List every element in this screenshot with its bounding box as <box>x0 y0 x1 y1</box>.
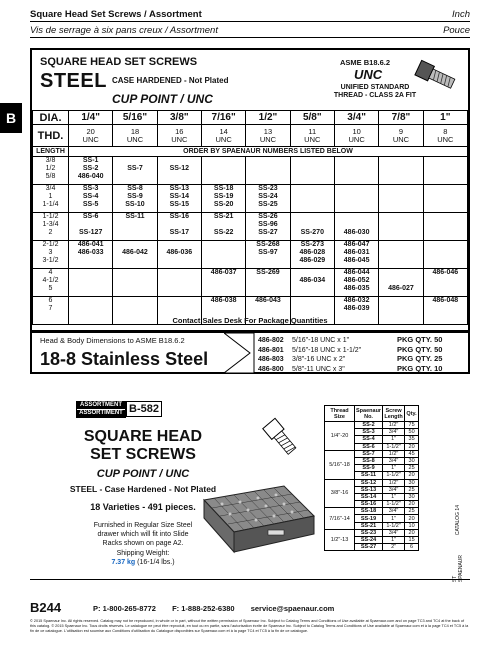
spaenaur-number-cell: SS-19 <box>355 515 383 522</box>
length-cell: 6 7 <box>33 297 69 325</box>
order-label: ORDER BY SPAENAUR NUMBERS LISTED BELOW <box>69 147 468 157</box>
part-number-cell <box>290 157 334 185</box>
header-title-en: Square Head Set Screws / Assortment <box>30 9 202 20</box>
stainless-panel <box>30 331 470 374</box>
shipping-lbs: (16-1/4 lbs.) <box>137 559 175 566</box>
diameter-header: 1/4" <box>69 111 113 125</box>
part-number-cell: 486-047 486-031 486-045 <box>334 241 378 269</box>
screw-length-cell: 1/2" <box>383 479 405 486</box>
column-header: Screw Length <box>384 407 403 420</box>
stainless-item <box>258 364 442 374</box>
spaenaur-number-cell: SS-16 <box>355 501 383 508</box>
assortment-label-en: ASSORTMENT <box>80 402 122 408</box>
part-number-cell: 486-030 <box>334 213 378 241</box>
part-number-cell: SS-1 SS-2 486-040 <box>69 157 113 185</box>
part-number-cell: SS-26 SS-96 SS-27 <box>246 213 290 241</box>
assortment-drawer-image <box>200 460 318 578</box>
contact-note: Contact Sales Desk For Package Quantities <box>172 316 328 325</box>
quantity-cell: 6 <box>405 544 419 551</box>
length-cell: 2-1/2 3 3-1/2 <box>33 241 69 269</box>
part-number-cell: 486-042 <box>113 241 157 269</box>
spaenaur-number-cell: SS-12 <box>355 479 383 486</box>
part-number-cell <box>379 157 423 185</box>
item-description: 5/16"-18 UNC x 1" <box>292 337 350 344</box>
table-row <box>33 157 468 185</box>
spaenaur-number-cell: SS-14 <box>355 493 383 500</box>
part-number-cell <box>423 213 467 241</box>
column-header: Thread Size <box>325 406 355 422</box>
screw-length-cell: 3/4" <box>383 508 405 515</box>
part-number-cell: SS-18 SS-19 SS-20 <box>201 185 245 213</box>
stainless-title: 18-8 Stainless Steel <box>40 349 209 369</box>
screw-length-cell: 1" <box>383 493 405 500</box>
phone-number: P: 1-800-265-8772 <box>93 604 156 613</box>
screw-length-cell: 2" <box>383 544 405 551</box>
standard-label: ASME B18.6.2 <box>340 58 391 67</box>
part-number: 486-801 <box>258 346 284 354</box>
assortment-contents-table <box>324 405 419 551</box>
screw-length-cell: 3/4" <box>383 457 405 464</box>
screw-length-cell: 3/4" <box>383 529 405 536</box>
quantity-cell: 20 <box>405 515 419 522</box>
part-number: 486-802 <box>258 337 284 344</box>
spaenaur-number-cell: SS-24 <box>355 537 383 544</box>
part-number-cell: 486-048 <box>423 297 467 325</box>
quantity-cell: 20 <box>405 501 419 508</box>
part-number-cell: 486-037 <box>201 269 245 297</box>
quantity-cell: 20 <box>405 529 419 536</box>
assortment-badge <box>76 401 126 418</box>
package-quantity: PKG QTY. 10 <box>397 363 443 373</box>
quantity-cell: 75 <box>405 422 419 429</box>
thread-header: 18 UNC <box>113 125 157 147</box>
thread-code: UNC <box>354 67 383 82</box>
spaenaur-number-cell: SS-2 <box>355 422 383 429</box>
quantity-cell: 35 <box>405 436 419 443</box>
set-screw-icon <box>410 58 462 96</box>
table-row <box>33 213 468 241</box>
footer-divider <box>30 579 470 580</box>
shipping-kg: 7.37 kg <box>111 559 136 566</box>
spaenaur-side-line-2: SPAENAUR <box>458 555 464 583</box>
part-number-cell: 486-034 <box>290 269 334 297</box>
table-row <box>325 450 419 457</box>
item-description: 3/8"-16 UNC x 2" <box>292 356 346 363</box>
length-label: LENGTH <box>33 147 69 157</box>
stainless-item <box>258 335 442 345</box>
part-number-cell <box>334 185 378 213</box>
part-number-cell <box>334 157 378 185</box>
dia-label: DIA. <box>33 111 69 125</box>
length-cell: 3/4 1 1-1/4 <box>33 185 69 213</box>
part-number-cell: 486-036 <box>157 241 201 269</box>
column-header: Qty. <box>405 406 419 422</box>
spaenaur-number-cell: SS-3 <box>355 429 383 436</box>
part-number-cell: SS-268 SS-97 <box>246 241 290 269</box>
quantity-cell: 30 <box>405 479 419 486</box>
part-number-cell: SS-270 <box>290 213 334 241</box>
item-description: 5/16"-18 UNC x 1-1/2" <box>292 346 362 354</box>
diameter-header: 5/8" <box>290 111 334 125</box>
screw-length-cell: 1/2" <box>383 422 405 429</box>
part-number-cell: 486-027 <box>379 269 423 297</box>
header-unit-fr: Pouce <box>443 25 470 36</box>
diameter-header: 1" <box>423 111 467 125</box>
part-number-cell: 486-046 <box>423 269 467 297</box>
part-number-cell <box>201 241 245 269</box>
thread-header: 9 UNC <box>379 125 423 147</box>
screw-length-cell: 1/2" <box>383 450 405 457</box>
part-number-cell <box>379 241 423 269</box>
diameter-header: 5/16" <box>113 111 157 125</box>
thread-header: 16 UNC <box>157 125 201 147</box>
email-link[interactable]: service@spaenaur.com <box>250 604 335 613</box>
part-number-cell: 486-044 486-052 486-035 <box>334 269 378 297</box>
package-quantity: PKG QTY. 50 <box>397 335 443 344</box>
set-screw-illustration <box>262 414 302 458</box>
set-screw-panel <box>30 48 470 332</box>
material-label: STEEL <box>40 70 107 92</box>
part-number-cell <box>423 241 467 269</box>
screw-length-cell: 1-1/2" <box>383 472 405 479</box>
part-number: 486-803 <box>258 356 284 363</box>
table-row <box>33 269 468 297</box>
quantity-cell: 25 <box>405 465 419 472</box>
diameter-header: 7/8" <box>379 111 423 125</box>
thread-header: 14 UNC <box>201 125 245 147</box>
catalog-side-label: CATALOG 14 <box>455 505 461 536</box>
part-number-cell <box>69 269 113 297</box>
thread-size-cell: 5/16"-18 <box>325 450 355 479</box>
thread-header: 8 UNC <box>423 125 467 147</box>
assortment-label-fr: ASSORTIMENT <box>77 409 125 417</box>
furnished-line-1: Furnished in Regular Size Steel <box>93 522 193 529</box>
part-number: 486-800 <box>258 365 284 373</box>
part-number-cell <box>423 157 467 185</box>
thread-header: 11 UNC <box>290 125 334 147</box>
spaenaur-number-cell: SS-11 <box>355 472 383 479</box>
screw-length-cell: 1" <box>383 436 405 443</box>
diameter-header: 1/2" <box>246 111 290 125</box>
table-row <box>325 529 419 536</box>
screw-length-cell: 1" <box>383 537 405 544</box>
page-number: B244 <box>30 600 62 615</box>
thread-header: 13 UNC <box>246 125 290 147</box>
header-title-fr: Vis de serrage à six pans creux / Assortment <box>30 25 218 36</box>
treatment-label: CASE HARDENED - Not Plated <box>112 76 229 85</box>
stainless-item-list <box>258 335 442 373</box>
stainless-item <box>258 345 442 355</box>
thread-size-cell: 3/8"-16 <box>325 479 355 508</box>
part-number-cell: SS-12 <box>157 157 201 185</box>
part-number-cell: SS-273 486-028 486-029 <box>290 241 334 269</box>
thread-size-cell: 1/4"-20 <box>325 422 355 451</box>
screw-length-cell: 3/4" <box>383 429 405 436</box>
spaenaur-number-cell: SS-4 <box>355 436 383 443</box>
spaenaur-number-cell: SS-9 <box>355 465 383 472</box>
shipping-label: Shipping Weight: <box>116 550 170 557</box>
part-number-cell: 486-043 <box>246 297 290 325</box>
part-number-cell <box>379 185 423 213</box>
screw-length-cell: 3/4" <box>383 486 405 493</box>
stainless-heading: Head & Body Dimensions to ASME B18.6.2 <box>40 336 185 345</box>
thread-description <box>330 84 420 100</box>
screw-length-cell: 1" <box>383 515 405 522</box>
thread-size-cell: 7/16"-14 <box>325 508 355 530</box>
copyright-fine-print: © 2015 Spaenaur Inc. All rights reserved. Catalog may not be reproduced, in whole or in part, without the written permission of Spaenaur Inc. Subject to Catalog Terms and Conditions of Use available at Spaenaur.com and on page TC3 and TC4 at the back of this catalog. © 2015 Spaenaur Inc. Tous droits réservés. Le catalogue ne peut être reproduit, en tout ou en partie, sans l'autorisation écrite de Spaenaur Inc. Subject to Catalog Terms and Conditions of Use available at Spaenaur.com et à la page TC4 et TC5 à la fin de ce catalogue. L'utilisation est soumise aux Conditions d'utilisation du Catalogue disponibles sur Spaenaur.com et à la page TC4 et TC5 à la fin de ce catalogue. <box>30 619 469 633</box>
set-screw-table <box>32 110 468 325</box>
assortment-title-line-1: SQUARE HEAD <box>83 428 203 445</box>
part-number-cell: SS-13 SS-14 SS-15 <box>157 185 201 213</box>
part-number-cell <box>157 269 201 297</box>
part-number-cell: SS-3 SS-4 SS-5 <box>69 185 113 213</box>
quantity-cell: 25 <box>405 486 419 493</box>
assortment-point: CUP POINT / UNC <box>96 468 190 480</box>
furnished-line-3: Racks shown on page A2. <box>102 540 184 547</box>
part-number-cell <box>246 157 290 185</box>
spaenaur-number-cell: SS-6 <box>355 443 383 450</box>
spaenaur-number-cell: SS-18 <box>355 508 383 515</box>
part-number-cell: SS-16 SS-17 <box>157 213 201 241</box>
fax-number: F: 1-888-252-6380 <box>172 604 235 613</box>
panel-title: SQUARE HEAD SET SCREWS <box>40 56 198 68</box>
page-header-en <box>30 8 470 22</box>
table-row <box>325 422 419 429</box>
thread-header: 20 UNC <box>69 125 113 147</box>
spaenaur-number-cell: SS-27 <box>355 544 383 551</box>
length-cell: 3/8 1/2 5/8 <box>33 157 69 185</box>
part-number-cell: SS-23 SS-24 SS-25 <box>246 185 290 213</box>
diameter-header: 3/8" <box>157 111 201 125</box>
table-row <box>33 185 468 213</box>
part-number-cell: SS-8 SS-9 SS-10 <box>113 185 157 213</box>
assortment-title <box>58 428 228 464</box>
part-number-cell <box>290 185 334 213</box>
spaenaur-number-cell: SS-23 <box>355 529 383 536</box>
part-number-cell: 486-038 <box>201 297 245 325</box>
table-row <box>325 508 419 515</box>
table-row <box>325 479 419 486</box>
item-description: 5/8"-11 UNC x 3" <box>292 365 345 373</box>
part-number-cell <box>113 269 157 297</box>
spaenaur-number-cell: SS-8 <box>355 457 383 464</box>
arrow-pointer-icon <box>224 333 256 373</box>
part-number-cell <box>201 157 245 185</box>
quantity-cell: 25 <box>405 508 419 515</box>
assortment-number: B-582 <box>126 401 162 417</box>
assortment-title-line-2: SET SCREWS <box>90 446 196 463</box>
package-quantity: PKG QTY. 50 <box>397 344 443 354</box>
part-number-cell: SS-11 <box>113 213 157 241</box>
quantity-cell: 15 <box>405 537 419 544</box>
length-cell: 4 4-1/2 5 <box>33 269 69 297</box>
spaenaur-number-cell: SS-13 <box>355 486 383 493</box>
spaenaur-number-cell: SS-7 <box>355 450 383 457</box>
part-number-cell <box>379 213 423 241</box>
quantity-cell: 20 <box>405 443 419 450</box>
page-header-fr <box>30 24 470 38</box>
spaenaur-side-line-1: ST <box>452 575 458 583</box>
screw-length-cell: 1-1/2" <box>383 443 405 450</box>
quantity-cell: 30 <box>405 493 419 500</box>
part-number-cell: SS-6 SS-127 <box>69 213 113 241</box>
header-unit-en: Inch <box>452 9 470 20</box>
thd-label: THD. <box>33 125 69 147</box>
screw-length-cell: 1-1/2" <box>383 501 405 508</box>
part-number-cell: SS-21 SS-22 <box>201 213 245 241</box>
quantity-cell: 50 <box>405 429 419 436</box>
screw-length-cell: 1" <box>383 465 405 472</box>
package-quantity: PKG QTY. 25 <box>397 354 443 363</box>
furnished-line-2: drawer which will fit into Slide <box>97 531 189 538</box>
part-number-cell: 486-032 486-039 <box>334 297 378 325</box>
quantity-cell: 30 <box>405 457 419 464</box>
length-cell: 1-1/2 1-3/4 2 <box>33 213 69 241</box>
thread-size-cell: 1/2"-13 <box>325 529 355 551</box>
quantity-cell: 20 <box>405 472 419 479</box>
part-number-cell: 486-041 486-033 <box>69 241 113 269</box>
contact-line <box>93 604 348 613</box>
spaenaur-number-cell: SS-21 <box>355 522 383 529</box>
part-number-cell <box>423 185 467 213</box>
thread-desc-line-1: UNIFIED STANDARD <box>340 84 410 91</box>
table-row <box>33 241 468 269</box>
screw-length-cell: 1-1/2" <box>383 522 405 529</box>
assortment-material: STEEL - Case Hardened - Not Plated <box>69 484 217 494</box>
thread-header: 10 UNC <box>334 125 378 147</box>
diameter-header: 3/4" <box>334 111 378 125</box>
quantity-cell: 10 <box>405 522 419 529</box>
assortment-varieties: 18 Varieties - 491 pieces. <box>90 502 196 512</box>
section-tab: B <box>0 103 22 133</box>
part-number-cell: SS-269 <box>246 269 290 297</box>
thread-desc-line-2: THREAD - CLASS 2A FIT <box>333 92 417 99</box>
stainless-item <box>258 354 442 364</box>
point-label: CUP POINT / UNC <box>112 92 213 106</box>
diameter-header: 7/16" <box>201 111 245 125</box>
part-number-cell: SS-7 <box>113 157 157 185</box>
column-header: Spaenaur No. <box>356 407 382 420</box>
quantity-cell: 45 <box>405 450 419 457</box>
